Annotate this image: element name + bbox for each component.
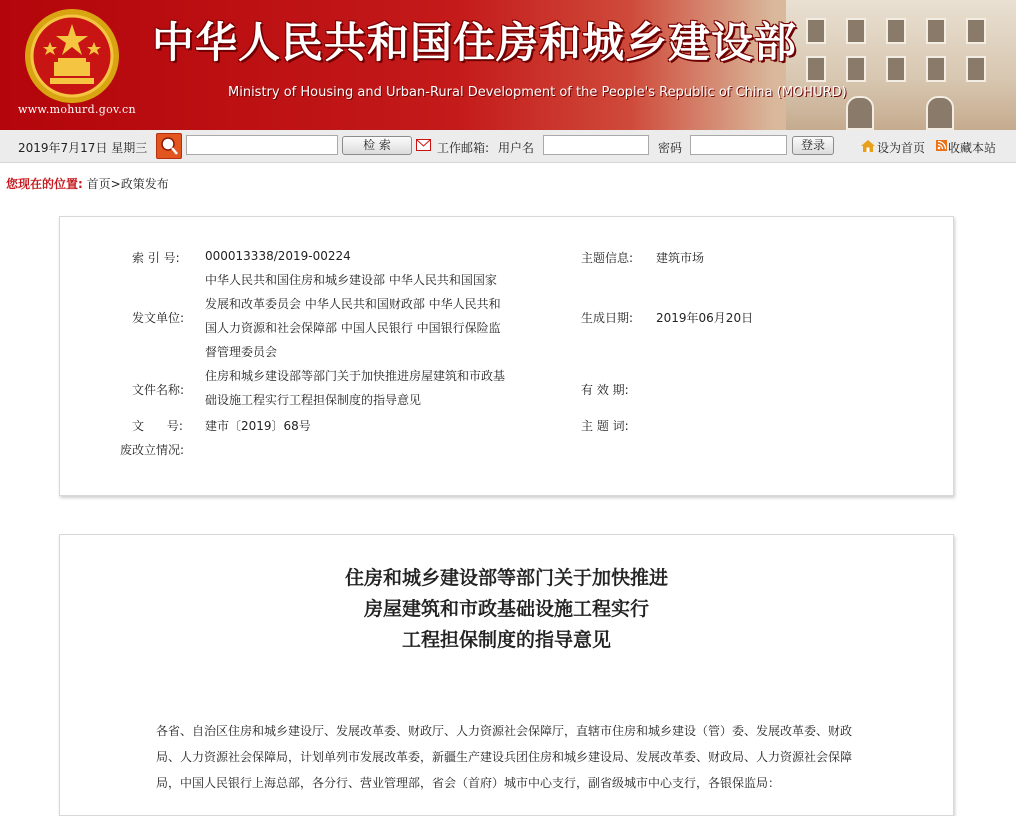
index-label: 索 引 号: — [132, 251, 180, 265]
date-value: 2019年06月20日 — [656, 311, 754, 325]
password-input[interactable] — [690, 135, 787, 155]
mail-label: 工作邮箱: — [437, 141, 490, 155]
search-button[interactable]: 检 索 — [342, 136, 412, 155]
search-input[interactable] — [186, 135, 338, 155]
login-button[interactable]: 登录 — [792, 136, 834, 155]
bookmark-icon — [936, 140, 947, 151]
validity-label: 有 效 期: — [581, 383, 629, 397]
filename-value: 住房和城乡建设部等部门关于加快推进房屋建筑和市政基 础设施工程实行工程担保制度的指导意见 — [205, 369, 506, 407]
username-label: 用户名 — [498, 141, 535, 155]
topic-value: 建筑市场 — [656, 251, 705, 265]
breadcrumb-label: 您现在的位置: — [6, 177, 83, 191]
breadcrumb — [6, 175, 169, 192]
password-label: 密码 — [658, 141, 683, 155]
site-banner — [0, 0, 1016, 130]
username-input[interactable] — [543, 135, 649, 155]
keywords-label: 主 题 词: — [581, 419, 629, 433]
issuer-label: 发文单位: — [132, 311, 185, 325]
docno-label: 文 号: — [132, 419, 183, 433]
site-title-en: Ministry of Housing and Urban-Rural Development of the People's Republic of China (MOHURD) — [228, 85, 847, 100]
docno-value: 建市〔2019〕68号 — [205, 419, 311, 433]
add-favorite-link[interactable]: 收藏本站 — [948, 141, 997, 155]
site-title: 中华人民共和国住房和城乡建设部 — [152, 18, 798, 67]
current-date: 2019年7月17日 星期三 — [18, 141, 148, 155]
set-homepage-link[interactable]: 设为首页 — [877, 141, 926, 155]
article-title: 住房和城乡建设部等部门关于加快推进 房屋建筑和市政基础设施工程实行 工程担保制度的指导意见 — [344, 567, 668, 651]
national-emblem-icon — [22, 6, 122, 106]
breadcrumb-separator: > — [110, 177, 121, 191]
mail-icon — [416, 139, 431, 151]
topic-label: 主题信息: — [581, 251, 634, 265]
status-label: 废改立情况: — [120, 443, 185, 457]
site-url: www.mohurd.gov.cn — [18, 103, 136, 116]
article-body: 各省、自治区住房和城乡建设厅、发展改革委、财政厅、人力资源社会保障厅，直辖市住房和城乡建设（管）委、发展改革委、财政 局、人力资源社会保障局，计划单列市发展改革委，新疆生产建设兵团住房和城乡建设局、发展改革委、财政局、人力资源社会保障 局，中国人民银行上海总部，各分行、营业管理部，省会（首府）城市中心支行，副省级城市中心支行，各银保监局： — [156, 724, 853, 790]
search-icon[interactable] — [156, 133, 182, 159]
article-panel — [59, 534, 954, 816]
date-label: 生成日期: — [581, 311, 634, 325]
breadcrumb-home-link[interactable]: 首页 — [86, 177, 111, 191]
breadcrumb-current-link[interactable]: 政策发布 — [120, 177, 169, 191]
filename-label: 文件名称: — [132, 383, 185, 397]
issuer-value: 中华人民共和国住房和城乡建设部 中华人民共和国国家 发展和改革委员会 中华人民共和国财政部 中华人民共和 国人力资源和社会保障部 中国人民银行 中国银行保险监 督管理委员会 — [205, 273, 501, 359]
home-icon — [861, 140, 875, 152]
document-info-panel — [59, 216, 954, 496]
building-backdrop — [786, 0, 1016, 130]
index-value: 000013338/2019-00224 — [205, 249, 351, 263]
